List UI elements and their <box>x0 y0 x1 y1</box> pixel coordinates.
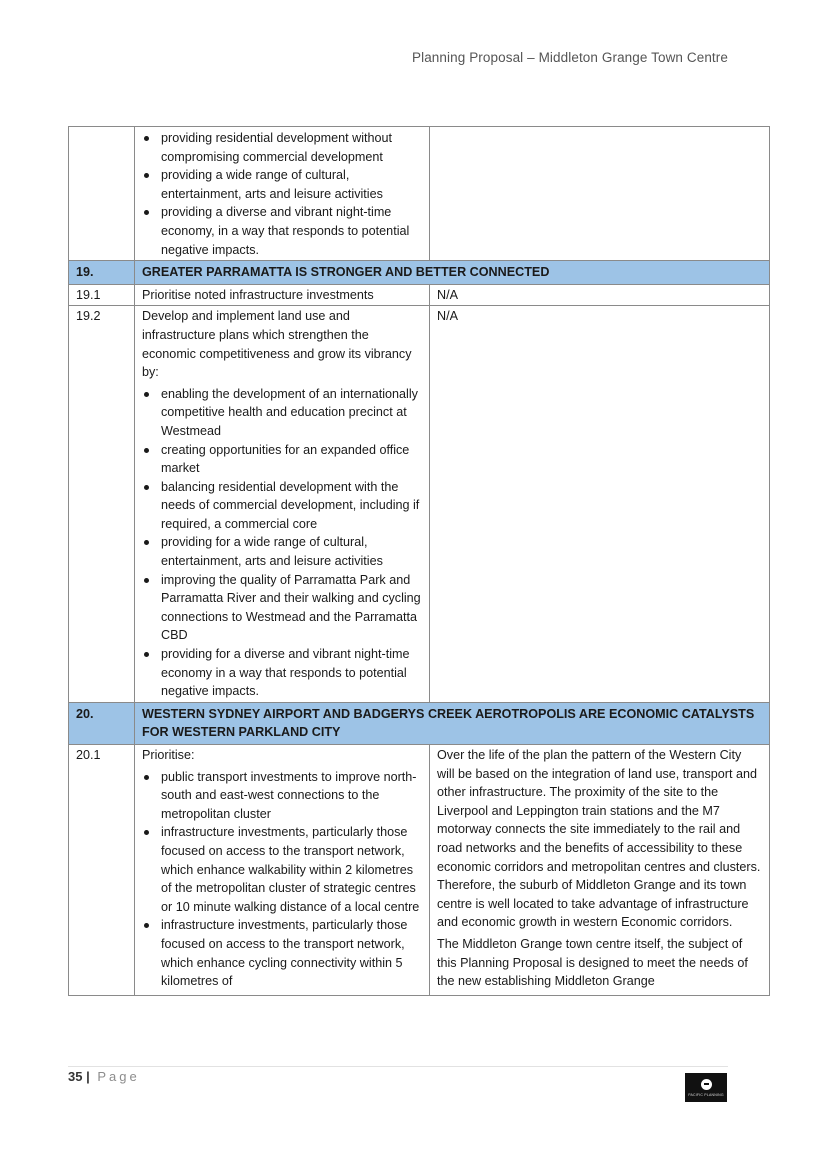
section-header-19 <box>69 261 770 285</box>
strategy-table <box>68 126 770 996</box>
row-id: 19.1 <box>69 284 135 306</box>
response-cell <box>430 127 770 261</box>
section-title: WESTERN SYDNEY AIRPORT AND BADGERYS CREEK AEROTROPOLIS ARE ECONOMIC CATALYSTS FOR WESTERN PARKLAND CITY <box>135 702 770 744</box>
list-item: providing for a wide range of cultural, entertainment, arts and leisure activities <box>161 533 422 570</box>
list-item: providing a diverse and vibrant night-time economy, in a way that responds to potential negative impacts. <box>161 203 422 259</box>
list-item: providing for a diverse and vibrant night-time economy in a way that responds to potential negative impacts. <box>161 645 422 701</box>
table-row <box>69 745 770 996</box>
list-item: balancing residential development with the needs of commercial development, including if required, a commercial core <box>161 478 422 534</box>
section-number: 20. <box>69 702 135 744</box>
row-id: 20.1 <box>69 745 135 996</box>
logo-text: PACIFIC PLANNING <box>688 1092 724 1097</box>
list-item: infrastructure investments, particularly those focused on access to the transport network, which enhance cycling connectivity within 5 kilometres of <box>161 916 422 990</box>
action-cell <box>135 745 430 996</box>
response-text: N/A <box>430 284 770 306</box>
response-cell <box>430 745 770 996</box>
logo-icon <box>701 1079 712 1090</box>
page-number: 35 <box>68 1069 83 1084</box>
action-cell <box>135 306 430 702</box>
page-label: Page <box>97 1069 140 1084</box>
company-logo <box>685 1073 727 1102</box>
bullet-list <box>142 385 422 701</box>
list-item: providing a wide range of cultural, entertainment, arts and leisure activities <box>161 166 422 203</box>
section-header-20 <box>69 702 770 744</box>
action-intro: Prioritise: <box>142 748 195 762</box>
id-cell <box>69 127 135 261</box>
page-header: Planning Proposal – Middleton Grange Town Centre <box>412 50 728 65</box>
section-title: GREATER PARRAMATTA IS STRONGER AND BETTER CONNECTED <box>135 261 770 285</box>
bullet-list <box>142 129 422 259</box>
action-intro: Develop and implement land use and infrastructure plans which strengthen the economic competitiveness and grow its vibrancy by: <box>142 309 412 380</box>
list-item: providing residential development without compromising commercial development <box>161 129 422 166</box>
list-item: creating opportunities for an expanded office market <box>161 441 422 478</box>
table-row <box>69 306 770 702</box>
list-item: infrastructure investments, particularly those focused on access to the transport network, which enhance walkability within 2 kilometres of the metropolitan cluster of strategic centres or 10 minute walking distance of a local centre <box>161 823 422 916</box>
footer-divider <box>68 1066 728 1067</box>
list-item: enabling the development of an internationally competitive health and education precinct at Westmead <box>161 385 422 441</box>
page-footer <box>68 1069 140 1084</box>
list-item: public transport investments to improve north-south and east-west connections to the metropolitan cluster <box>161 768 422 824</box>
action-cell <box>135 127 430 261</box>
footer-separator: | <box>86 1069 90 1084</box>
action-text: Prioritise noted infrastructure investments <box>135 284 430 306</box>
row-id: 19.2 <box>69 306 135 702</box>
response-paragraph: The Middleton Grange town centre itself, the subject of this Planning Proposal is designed to meet the needs of the new establishing Middleton Grange <box>437 936 748 989</box>
bullet-list <box>142 768 422 991</box>
section-number: 19. <box>69 261 135 285</box>
table-row <box>69 284 770 306</box>
response-paragraph: Over the life of the plan the pattern of the Western City will be based on the integration of land use, transport and other infrastructure. The proximity of the site to the Liverpool and Leppington train stations and the M7 motorway connects the site immediately to the rail and road networks and the benefits of accessibility to these economic corridors and metropolitan centres and clusters. Therefore, the suburb of Middleton Grange and its town centre is well located to take advantage of infrastructure and economic growth in western Economic corridors. <box>437 748 761 930</box>
table-row <box>69 127 770 261</box>
response-text: N/A <box>430 306 770 702</box>
list-item: improving the quality of Parramatta Park and Parramatta River and their walking and cycling connections to Westmead and the Parramatta CBD <box>161 571 422 645</box>
